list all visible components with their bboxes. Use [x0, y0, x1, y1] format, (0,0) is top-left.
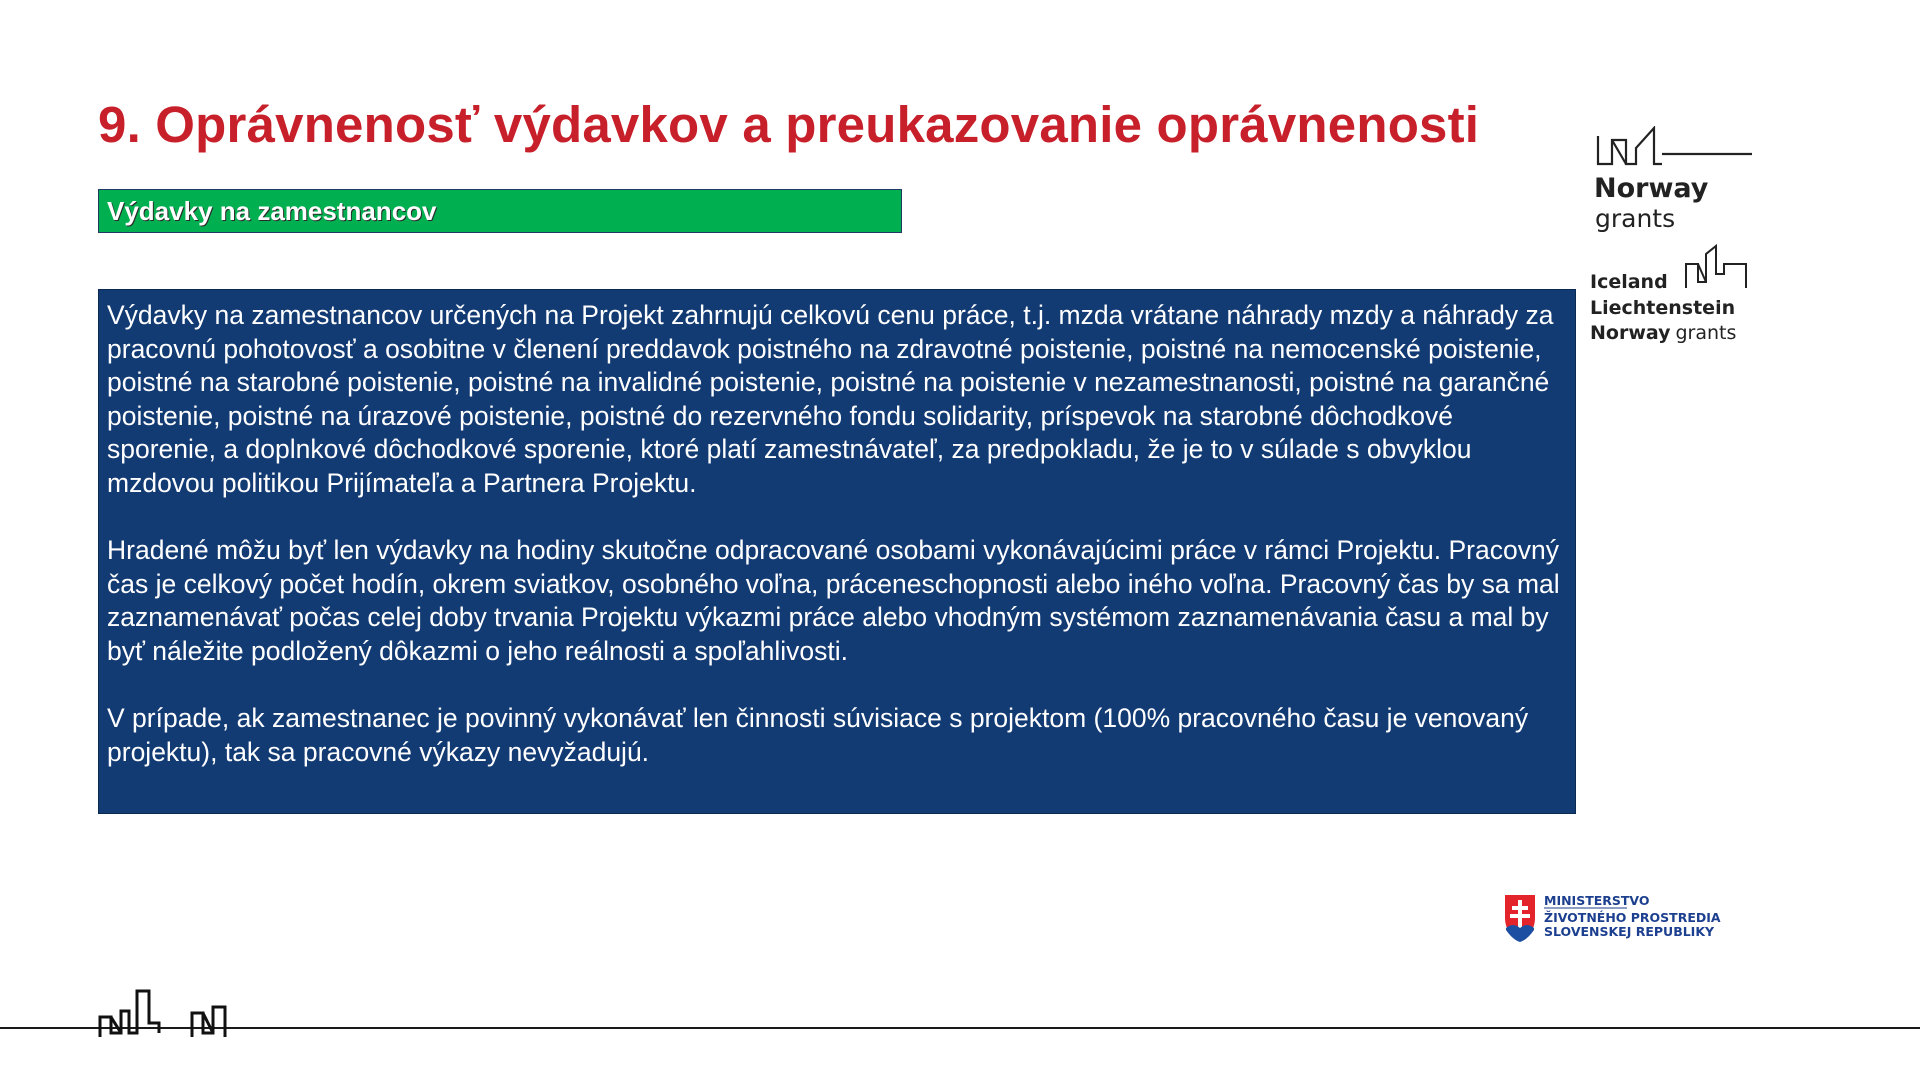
iceland-word: Iceland [1590, 271, 1668, 293]
ministry-line-2: ŽIVOTNÉHO PROSTREDIA [1544, 910, 1721, 925]
norway-grants-line [1590, 322, 1736, 344]
eea-grants-logo [1588, 242, 1758, 351]
section-label: Výdavky na zamestnancov [98, 189, 902, 233]
skyline-icon [97, 989, 237, 1039]
paragraph-3: V prípade, ak zamestnanec je povinný vykonávať len činnosti súvisiace s projektom (100% pracovného času je venovaný projektu), tak sa pracovné výkazy nevyžadujú. [107, 703, 1529, 767]
liechtenstein-word: Liechtenstein [1590, 297, 1736, 319]
slovak-coat-of-arms-icon [1504, 894, 1536, 942]
norway-word: Norway [1594, 173, 1709, 204]
grants-word: grants [1595, 204, 1676, 233]
slide-title: 9. Oprávnenosť výdavkov a preukazovanie oprávnenosti [98, 96, 1480, 153]
footer-divider [0, 1027, 1920, 1029]
eea-grants-logo-mark [1588, 242, 1758, 346]
paragraph-2: Hradené môžu byť len výdavky na hodiny skutočne odpracované osobami vykonávajúcimi práce v rámci Projektu. Pracovný čas je celkový počet hodín, okrem sviatkov, osobného voľna, práceneschopnosti alebo iného voľna. Pracovný čas by sa mal zaznamenávať počas celej doby trvania Projektu výkazmi práce alebo vhodným systémom zaznamenávania času a mal by byť náležite podložený dôkazmi o jeho reálnosti a spoľahlivosti. [107, 535, 1560, 666]
ministry-logo-mark [1500, 888, 1740, 948]
norway-grants-logo [1592, 126, 1762, 241]
ministry-line-1: MINISTERSTVO [1544, 893, 1650, 908]
paragraph-1: Výdavky na zamestnancov určených na Projekt zahrnujú celkovú cenu práce, t.j. mzda vrátane náhrady mzdy a náhrady za pracovnú pohotovosť a osobitne v členení preddavok poistného na zdravotné poistenie, poistné na nemocenské poistenie, poistné na starobné poistenie, poistné na invalidné poistenie, poistné na poistenie v nezamestnanosti, poistné na garančné poistenie, poistné na úrazové poistenie, poistné do rezervného fondu solidarity, príspevok na starobné dôchodkové sporenie, a doplnkové dôchodkové sporenie, ktoré platí zamestnávateľ, za predpokladu, že je to v súlade s obvyklou mzdovou politikou Prijímateľa a Partnera Projektu. [107, 300, 1554, 498]
norway-bold-word: Norway [1590, 322, 1671, 344]
norway-grants-logo-mark [1592, 126, 1762, 236]
ministry-line-3: SLOVENSKEJ REPUBLIKY [1544, 924, 1715, 939]
ministry-logo [1500, 888, 1740, 953]
content-box [98, 289, 1576, 814]
grants-light-word: grants [1675, 322, 1737, 344]
footer-grants-icon [97, 989, 237, 1044]
